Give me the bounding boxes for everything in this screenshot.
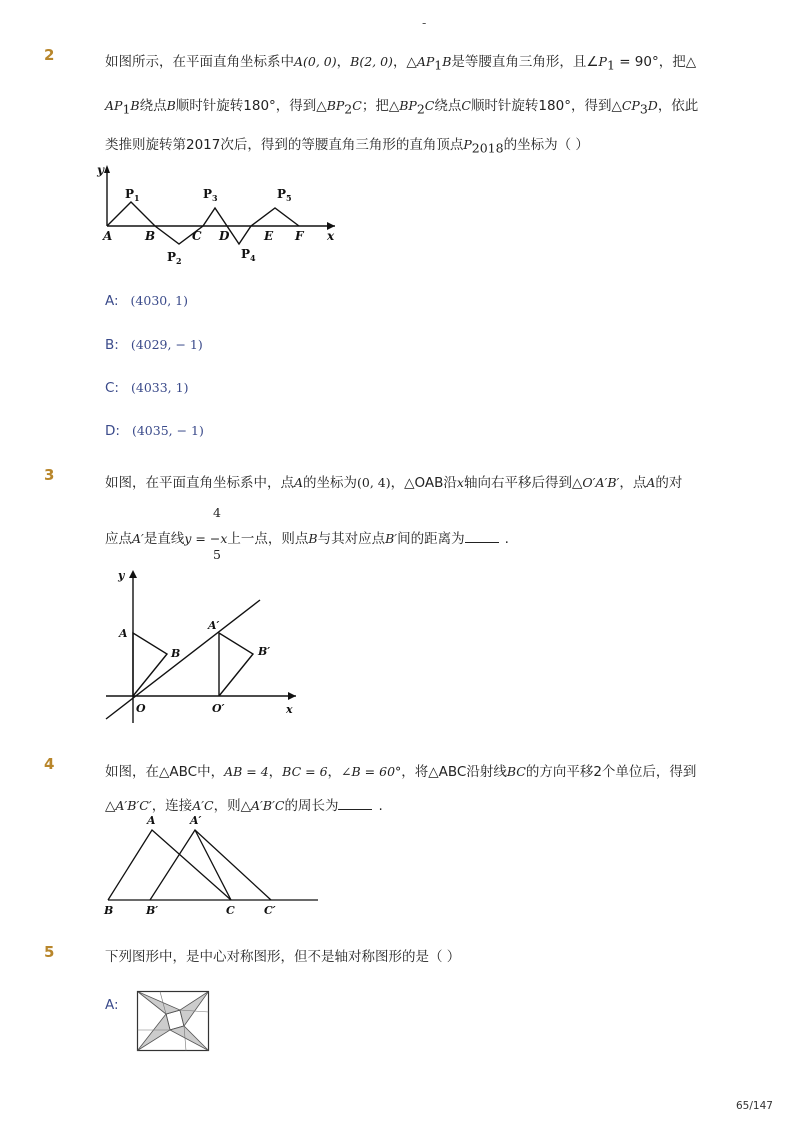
math: C	[352, 98, 362, 113]
q2-line1	[105, 50, 696, 73]
x-axis-label: x	[327, 229, 335, 243]
math-sub: 1	[434, 57, 443, 73]
math: C	[424, 98, 435, 113]
text: 应点	[105, 531, 132, 547]
math: BP	[326, 98, 345, 113]
text: .	[378, 798, 383, 814]
option-label: B:	[105, 337, 119, 353]
math: AB = 4	[224, 764, 269, 779]
point-label: A	[119, 627, 128, 640]
vertex-label: $P_4$	[241, 247, 256, 263]
math: CP	[621, 98, 640, 113]
text: 顺时针旋转180°，得到△	[470, 98, 622, 114]
text: 的对	[655, 475, 683, 491]
header-mark: -	[422, 16, 427, 30]
point-label: E	[264, 229, 274, 243]
option-c[interactable]	[105, 380, 188, 396]
point-label: A′	[190, 814, 202, 827]
text: ，	[336, 54, 351, 70]
math: P	[463, 137, 472, 152]
vertex-label: $P_1$	[125, 187, 140, 203]
triangle-translation-figure	[100, 812, 325, 920]
math: O′A′B′	[582, 475, 620, 490]
text: ，	[268, 764, 283, 780]
text: △	[105, 798, 116, 814]
point-label: A	[103, 229, 113, 243]
option-d[interactable]	[105, 423, 204, 439]
math-sub: 2018	[471, 140, 504, 156]
math: BC = 6	[282, 764, 328, 779]
text: 类推则旋转第2017次后，得到的等腰直角三角形的直角顶点	[105, 137, 464, 153]
text: 顺时针旋转180°，得到△	[175, 98, 327, 114]
vertex-label: $P_5$	[277, 187, 292, 203]
math: ∠B = 60°	[341, 764, 402, 779]
point-label: F	[295, 229, 304, 243]
text: 的方向平移2个单位后，得到	[525, 764, 697, 780]
math-sub: 2	[416, 101, 425, 117]
point-label: B	[145, 229, 156, 243]
text: 轴向右平移后得到△	[463, 475, 583, 491]
y-axis-label: y	[97, 163, 104, 177]
math: A′C	[192, 798, 214, 813]
math: A′B′C	[251, 798, 285, 813]
math: P	[598, 54, 607, 69]
point-label: C	[192, 229, 202, 243]
text: 如图，在△ABC中，	[105, 764, 225, 780]
fraction-numerator: 4	[213, 505, 221, 520]
text: 如图，在平面直角坐标系中，点	[105, 475, 294, 491]
text: 的周长为	[284, 798, 339, 814]
translation-figure	[100, 565, 310, 725]
point-label: A′	[208, 619, 220, 632]
q4-line2	[105, 794, 383, 814]
math: C	[461, 98, 471, 113]
option-value: (4030, 1)	[130, 293, 189, 308]
point-label: O	[136, 702, 146, 715]
point-label: C	[226, 904, 235, 917]
option-label: A:	[105, 293, 119, 309]
option-a[interactable]	[105, 293, 188, 309]
answer-blank[interactable]	[338, 797, 372, 810]
math-sub: 1	[122, 101, 131, 117]
answer-blank[interactable]	[465, 530, 499, 543]
math-sub: 3	[639, 101, 648, 117]
x-axis-label: x	[286, 703, 293, 716]
question-number: 2	[44, 46, 55, 64]
text: ，将△ABC沿射线	[401, 764, 507, 780]
math: A	[294, 475, 304, 490]
math: y = −x	[184, 531, 228, 546]
math-sub: 2	[344, 101, 353, 117]
point-label: C′	[264, 904, 276, 917]
text: 绕点	[434, 98, 462, 114]
math: B	[166, 98, 176, 113]
text: ，△	[392, 54, 417, 70]
text: ；把△	[361, 98, 400, 114]
text: 是等腰直角三角形，且∠	[451, 54, 599, 70]
vertex-label: $P_3$	[203, 187, 218, 203]
math: A′	[132, 531, 144, 546]
question-number: 4	[44, 755, 55, 773]
math: B	[308, 531, 318, 546]
vertex-label: $P_2$	[167, 250, 182, 266]
option-a[interactable]	[105, 997, 119, 1013]
text: ，	[327, 764, 342, 780]
q3-line1	[105, 471, 682, 491]
option-b[interactable]	[105, 337, 203, 353]
text: 间的距离为	[397, 531, 465, 547]
math: (0, 4)	[357, 475, 391, 490]
math: A′B′C′	[115, 798, 152, 813]
math: BP	[399, 98, 417, 113]
option-label: C:	[105, 380, 119, 396]
point-label: B	[104, 904, 114, 917]
text: .	[504, 531, 509, 547]
point-label: B′	[258, 645, 271, 658]
text: ，点	[619, 475, 647, 491]
q3-line2	[105, 527, 509, 547]
text: 如图所示，在平面直角坐标系中	[105, 54, 294, 70]
point-label: A	[147, 814, 156, 827]
math-sub: 1	[606, 57, 615, 73]
text: ，依此	[657, 98, 699, 114]
text: 上一点，则点	[227, 531, 309, 547]
option-label: A:	[105, 997, 119, 1013]
fraction-denominator: 5	[213, 547, 221, 562]
point-label: B′	[146, 904, 159, 917]
math: AP	[105, 98, 123, 113]
text: ，连接	[151, 798, 193, 814]
text: 是直线	[143, 531, 185, 547]
math: B	[442, 54, 452, 69]
point-label: O′	[212, 702, 225, 715]
question-number: 3	[44, 466, 55, 484]
zigzag-figure	[95, 160, 345, 270]
text: ，△OAB沿	[390, 475, 457, 491]
math: x	[456, 475, 464, 490]
page-number: 65/147	[736, 1100, 773, 1112]
text: ，则△	[213, 798, 252, 814]
math: A	[646, 475, 656, 490]
y-axis-label: y	[118, 569, 125, 582]
q4-line1	[105, 760, 696, 780]
question-number: 5	[44, 943, 55, 961]
text: = 90°，把△	[614, 54, 697, 70]
q2-line3	[105, 133, 589, 156]
option-label: D:	[105, 423, 120, 439]
text: 的坐标为（ ）	[503, 137, 589, 153]
math: A(0, 0)	[294, 54, 337, 69]
option-value: (4035, − 1)	[131, 423, 204, 438]
pinwheel-square-figure	[136, 990, 210, 1052]
text: 绕点	[139, 98, 167, 114]
point-label: D	[219, 229, 230, 243]
text: 与其对应点	[317, 531, 386, 547]
q5-text: 下列图形中，是中心对称图形，但不是轴对称图形的是（ ）	[105, 949, 461, 965]
math: B	[130, 98, 140, 113]
point-label: B	[171, 647, 181, 660]
math: B′	[385, 531, 398, 546]
math: D	[647, 98, 658, 113]
math: B(2, 0)	[350, 54, 393, 69]
text: 的坐标为	[303, 475, 358, 491]
math: AP	[416, 54, 435, 69]
option-value: (4033, 1)	[130, 380, 189, 395]
q2-line2	[105, 94, 698, 117]
option-value: (4029, − 1)	[130, 337, 203, 352]
math: BC	[506, 764, 526, 779]
